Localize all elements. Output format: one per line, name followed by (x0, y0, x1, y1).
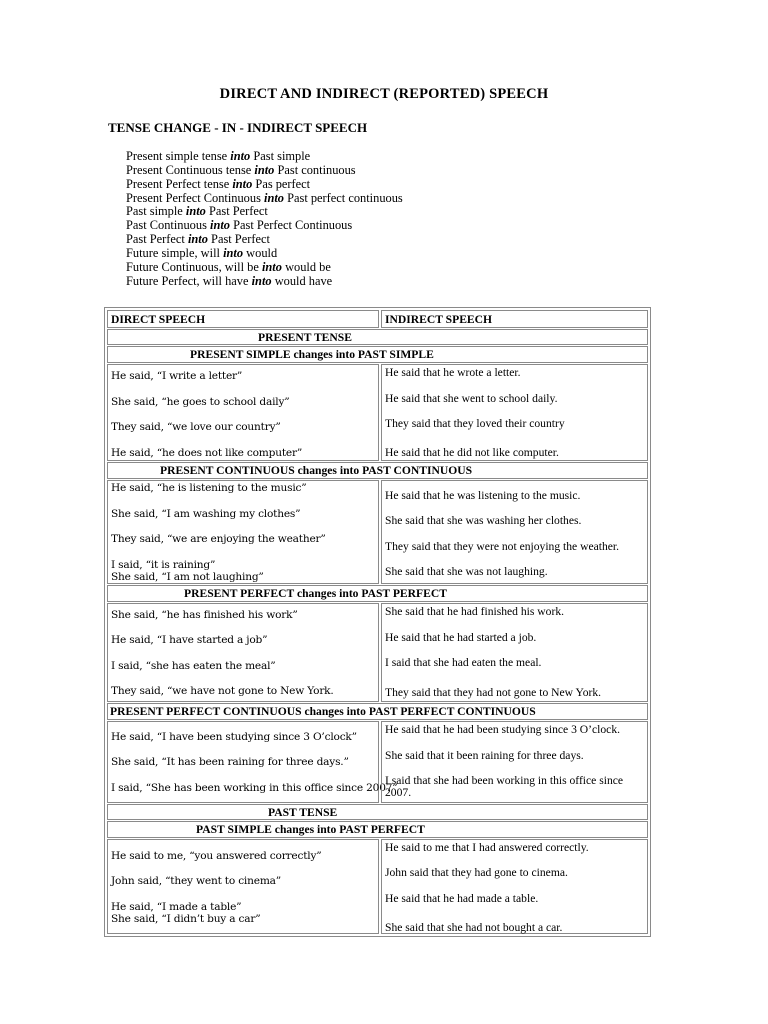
table-row (107, 603, 648, 702)
indirect-sentence: He said that she went to school daily. (385, 392, 558, 405)
rule-item: Present Perfect Continuous into Past perfect continuous (126, 190, 403, 205)
section-label: PRESENT SIMPLE changes into PAST SIMPLE (190, 348, 434, 361)
indirect-sentence: They said that they were not enjoying the weather. (385, 540, 620, 553)
section-present-simple (107, 346, 648, 363)
indirect-sentence: She said that she was not laughing. (385, 565, 548, 578)
section-present-continuous (107, 462, 648, 479)
direct-sentence: He said, “I made a table” (111, 901, 242, 913)
direct-sentence: He said to me, “you answered correctly” (111, 850, 322, 862)
indirect-cell (381, 480, 648, 584)
direct-sentence: I said, “she has eaten the meal” (111, 660, 276, 672)
header-cell-direct (107, 310, 379, 328)
rule-item: Past simple into Past Perfect (126, 204, 268, 219)
direct-sentence: She said, “he has finished his work” (111, 609, 298, 621)
indirect-cell (381, 721, 648, 803)
header-cell-indirect (381, 310, 648, 328)
direct-sentence: She said, “I am washing my clothes” (111, 508, 301, 520)
direct-sentence: I said, “She has been working in this office since 2007” (111, 782, 398, 794)
section-present-tense (107, 329, 648, 345)
header-direct-label: DIRECT SPEECH (111, 313, 206, 326)
indirect-sentence: She said that he had finished his work. (385, 605, 565, 618)
direct-cell (107, 480, 379, 584)
indirect-sentence: She said that it been raining for three days. (385, 749, 584, 762)
indirect-sentence: John said that they had gone to cinema. (385, 866, 568, 879)
table-row (107, 839, 648, 934)
section-label: PAST TENSE (268, 806, 338, 819)
indirect-sentence: She said that she had not bought a car. (385, 921, 563, 934)
direct-sentence: They said, “we have not gone to New York. (111, 685, 334, 697)
indirect-sentence: They said that they loved their country (385, 417, 565, 430)
rule-item: Future Perfect, will have into would have (126, 273, 333, 288)
section-label: PRESENT PERFECT CONTINUOUS changes into PAST PERFECT CONTINUOUS (110, 705, 536, 718)
direct-sentence: He said, “he is listening to the music” (111, 482, 307, 494)
table-row (107, 364, 648, 461)
indirect-cell (381, 364, 648, 461)
direct-cell (107, 839, 379, 934)
indirect-sentence: He said to me that I had answered correctly. (385, 841, 589, 854)
direct-sentence: She said, “It has been raining for three days.” (111, 756, 349, 768)
speech-table (104, 307, 651, 937)
rule-item: Past Continuous into Past Perfect Continuous (126, 218, 353, 233)
rule-item: Future simple, will into would (126, 245, 278, 260)
section-present-perfect-continuous (107, 703, 648, 720)
direct-sentence: John said, “they went to cinema” (111, 875, 281, 887)
table-header-row (107, 310, 648, 328)
direct-sentence: She said, “I am not laughing” (111, 571, 264, 583)
direct-sentence: They said, “we love our country” (111, 421, 281, 433)
section-label: PRESENT PERFECT changes into PAST PERFECT (184, 587, 447, 600)
section-past-tense (107, 804, 648, 820)
table-row (107, 721, 648, 803)
indirect-sentence: 2007. (385, 786, 412, 799)
direct-sentence: He said, “I have started a job” (111, 634, 268, 646)
direct-cell (107, 603, 379, 702)
indirect-sentence: He said that he had started a job. (385, 631, 537, 644)
rule-item: Present Continuous tense into Past continuous (126, 162, 356, 177)
section-label: PRESENT TENSE (258, 331, 352, 344)
indirect-sentence: I said that she had eaten the meal. (385, 656, 542, 669)
indirect-sentence: They said that they had not gone to New York. (385, 686, 602, 699)
header-indirect-label: INDIRECT SPEECH (385, 313, 493, 326)
direct-sentence: They said, “we are enjoying the weather” (111, 533, 326, 545)
indirect-sentence: I said that she had been working in this office since (385, 774, 624, 787)
rule-item: Present Perfect tense into Pas perfect (126, 176, 311, 191)
indirect-sentence: He said that he had made a table. (385, 892, 539, 905)
direct-cell (107, 721, 398, 803)
indirect-cell (381, 603, 648, 702)
table-row (107, 480, 648, 584)
section-subtitle: TENSE CHANGE - IN - INDIRECT SPEECH (108, 120, 368, 135)
rule-item: Present simple tense into Past simple (126, 149, 311, 163)
direct-sentence: He said, “I have been studying since 3 O’clock” (111, 731, 357, 743)
section-present-perfect (107, 585, 648, 602)
direct-cell (107, 364, 379, 461)
rule-item: Future Continuous, will be into would be (126, 259, 331, 274)
section-past-simple (107, 821, 648, 838)
indirect-sentence: He said that he wrote a letter. (385, 366, 521, 379)
indirect-cell (381, 839, 648, 934)
section-label: PAST SIMPLE changes into PAST PERFECT (196, 823, 425, 836)
indirect-sentence: He said that he had been studying since 3 O’clock. (385, 723, 621, 736)
document-title: DIRECT AND INDIRECT (REPORTED) SPEECH (219, 86, 549, 102)
direct-sentence: She said, “I didn’t buy a car” (111, 913, 261, 925)
indirect-sentence: He said that he was listening to the music. (385, 489, 581, 502)
direct-sentence: He said, “he does not like computer” (111, 447, 303, 459)
direct-sentence: He said, “I write a letter” (111, 370, 243, 382)
direct-sentence: She said, “he goes to school daily” (111, 396, 290, 408)
indirect-sentence: He said that he did not like computer. (385, 446, 559, 459)
indirect-sentence: She said that she was washing her clothes. (385, 514, 582, 527)
direct-sentence: I said, “it is raining” (111, 559, 216, 571)
section-label: PRESENT CONTINUOUS changes into PAST CONTINUOUS (160, 464, 473, 477)
tense-change-list (126, 150, 403, 288)
rule-item: Past Perfect into Past Perfect (126, 232, 270, 247)
